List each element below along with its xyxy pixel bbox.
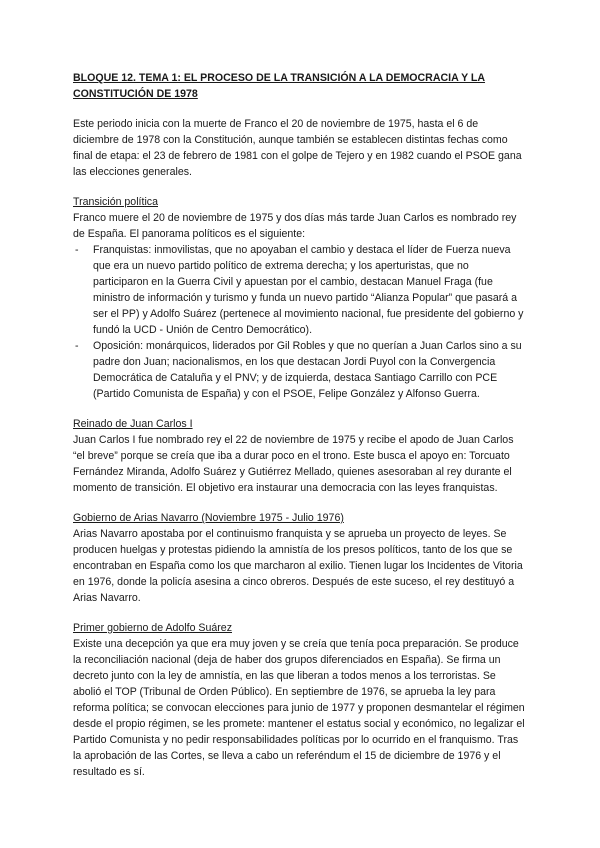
- section-heading: Primer gobierno de Adolfo Suárez: [73, 622, 232, 634]
- section-transicion-politica: [73, 194, 527, 402]
- section-gobierno-arias-navarro: [73, 510, 527, 606]
- section-body: Arias Navarro apostaba por el continuismo franquista y se aprueba un proyecto de leyes. Se producen huelgas y protestas pidiendo la amnistía de los presos políticos, tanto de los que se encontraban en España como los que marcharon al exilio. Tienen lugar los Incidentes de Vitoria en 1976, donde la policía asesina a cinco obreros. Después de este suceso, el rey destituyó a Arias Navarro.: [73, 528, 523, 604]
- section-body: Existe una decepción ya que era muy joven y se creía que tenía poca preparación. Se produce la reconciliación nacional (deja de haber dos grupos diferenciados en España). Se firma un decreto junto con la ley de amnistía, en las que liberan a todos menos a los terroristas. Se abolió el TOP (Tribunal de Orden Público). En septiembre de 1976, se aprueba la ley para reforma política; se convocan elecciones para junio de 1977 y proponen desmantelar el régimen desde el propio régimen, se les promete: mantener el estatus social y económico, no legalizar el Partido Comunista y no pedir responsabilidades políticas por lo ocurrido en el franquismo. Tras la aprobación de las Cortes, se lleva a cabo un referéndum el 15 de diciembre de 1976 y el resultado es sí.: [73, 638, 525, 778]
- list-item: - Franquistas: inmovilistas, que no apoyaban el cambio y destaca el líder de Fuerza nueva que era un nuevo partido político de extrema derecha; y los aperturistas, que no participaron en la Guerra Civil y apuestan por el cambio, destacan Manuel Fraga (fue ministro de información y turismo y funda un nuevo partido “Alianza Popular” que pasará a ser el PP) y Adolfo Suárez (pertenece al movimiento nacional, fue presidente del gobierno y fundó la UCD - Unión de Centro Democrático).: [93, 242, 527, 338]
- section-primer-gobierno-suarez: [73, 620, 527, 780]
- section-heading: Transición política: [73, 196, 158, 208]
- section-heading: Reinado de Juan Carlos I: [73, 418, 193, 430]
- section-body: Franco muere el 20 de noviembre de 1975 y dos días más tarde Juan Carlos es nombrado rey de España. El panorama políticos es el siguiente:: [73, 212, 517, 240]
- section-reinado-juan-carlos: [73, 416, 527, 496]
- section-heading: Gobierno de Arias Navarro (Noviembre 1975 - Julio 1976): [73, 512, 344, 524]
- intro-paragraph: Este periodo inicia con la muerte de Franco el 20 de noviembre de 1975, hasta el 6 de diciembre de 1978 con la Constitución, aunque también se establecen distintas fechas como final de etapa: el 23 de febrero de 1981 con el golpe de Tejero y en 1982 cuando el PSOE gana las elecciones generales.: [73, 118, 522, 178]
- bullet-list: [73, 242, 527, 402]
- section-body: Juan Carlos I fue nombrado rey el 22 de noviembre de 1975 y recibe el apodo de Juan Carlos “el breve” porque se creía que iba a durar poco en el trono. Este busca el apoyo en: Torcuato Fernández Miranda, Adolfo Suárez y Gutiérrez Mellado, quienes asesoraban al rey durante el momento de transición. El objetivo era instaurar una democracia con las leyes franquistas.: [73, 434, 514, 494]
- document-title: BLOQUE 12. TEMA 1: EL PROCESO DE LA TRANSICIÓN A LA DEMOCRACIA Y LA CONSTITUCIÓN DE 1978: [73, 72, 486, 100]
- list-item: - Oposición: monárquicos, liderados por Gil Robles y que no querían a Juan Carlos sino a su padre don Juan; nacionalismos, en los que destacan Jordi Puyol con la Convergencia Democrática de Cataluña y el PNV; y de izquierda, destaca Santiago Carrillo con PCE (Partido Comunista de España) y con el PSOE, Felipe González y Alfonso Guerra.: [93, 338, 527, 402]
